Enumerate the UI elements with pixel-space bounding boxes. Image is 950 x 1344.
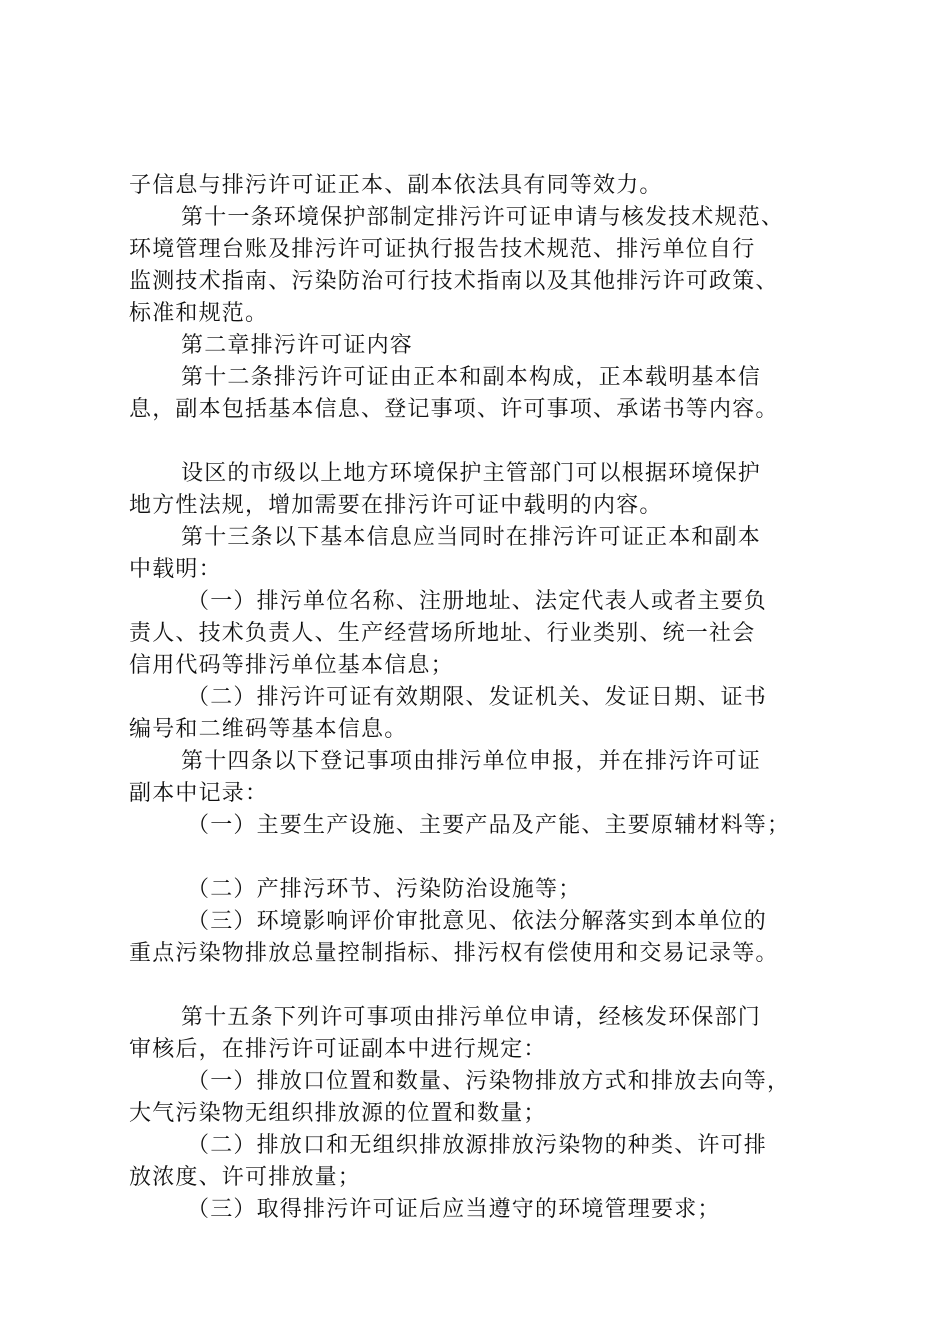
article-11-heading: 第十一条环境保护部制定排污许可证申请与核发技术规范、 [181, 205, 785, 230]
paragraph-gap [129, 842, 851, 874]
list-item: （二）产排污环节、污染防治设施等； [187, 877, 582, 902]
list-item: （二）排放口和无组织排放源排放污染物的种类、许可排 [187, 1133, 768, 1158]
chapter-2-title: 第二章排污许可证内容 [181, 333, 414, 358]
article-12-heading: 第十二条排污许可证由正本和副本构成，正本载明基本信 [181, 365, 762, 390]
list-item: （一）排放口位置和数量、污染物排放方式和排放去向等， [187, 1069, 791, 1094]
text-line: 息，副本包括基本信息、登记事项、许可事项、承诺书等内容。 [129, 397, 779, 422]
article-13-heading: 第十三条以下基本信息应当同时在排污许可证正本和副本 [181, 525, 762, 550]
text-line: 地方性法规，增加需要在排污许可证中载明的内容。 [129, 493, 663, 518]
text-line: 中载明： [129, 557, 222, 582]
text-line: 副本中记录： [129, 781, 269, 806]
text-line: 审核后，在排污许可证副本中进行规定： [129, 1037, 547, 1062]
text-line: 重点污染物排放总量控制指标、排污权有偿使用和交易记录等。 [129, 941, 779, 966]
text-line: 子信息与排污许可证正本、副本依法具有同等效力。 [129, 173, 663, 198]
list-item: （一）排污单位名称、注册地址、法定代表人或者主要负 [187, 589, 768, 614]
text-line: 编号和二维码等基本信息。 [129, 717, 408, 742]
document-body [129, 170, 851, 1226]
text-line: 环境管理台账及排污许可证执行报告技术规范、排污单位自行 [129, 237, 756, 262]
text-line: 监测技术指南、污染防治可行技术指南以及其他排污许可政策、 [129, 269, 779, 294]
article-15-heading: 第十五条下列许可事项由排污单位申请，经核发环保部门 [181, 1005, 762, 1030]
article-14-heading: 第十四条以下登记事项由排污单位申报，并在排污许可证 [181, 749, 762, 774]
text-line: 设区的市级以上地方环境保护主管部门可以根据环境保护 [181, 461, 762, 486]
text-line: 大气污染物无组织排放源的位置和数量； [129, 1101, 547, 1126]
list-item: （三）环境影响评价审批意见、依法分解落实到本单位的 [187, 909, 768, 934]
text-line: 责人、技术负责人、生产经营场所地址、行业类别、统一社会 [129, 621, 756, 646]
list-item: （一）主要生产设施、主要产品及产能、主要原辅材料等； [187, 813, 791, 838]
list-item: （二）排污许可证有效期限、发证机关、发证日期、证书 [187, 685, 768, 710]
list-item: （三）取得排污许可证后应当遵守的环境管理要求； [187, 1197, 721, 1222]
paragraph-gap [129, 970, 851, 1002]
text-line: 信用代码等排污单位基本信息； [129, 653, 454, 678]
text-line: 放浓度、许可排放量； [129, 1165, 362, 1190]
paragraph-gap [129, 426, 851, 458]
text-line: 标准和规范。 [129, 301, 269, 326]
